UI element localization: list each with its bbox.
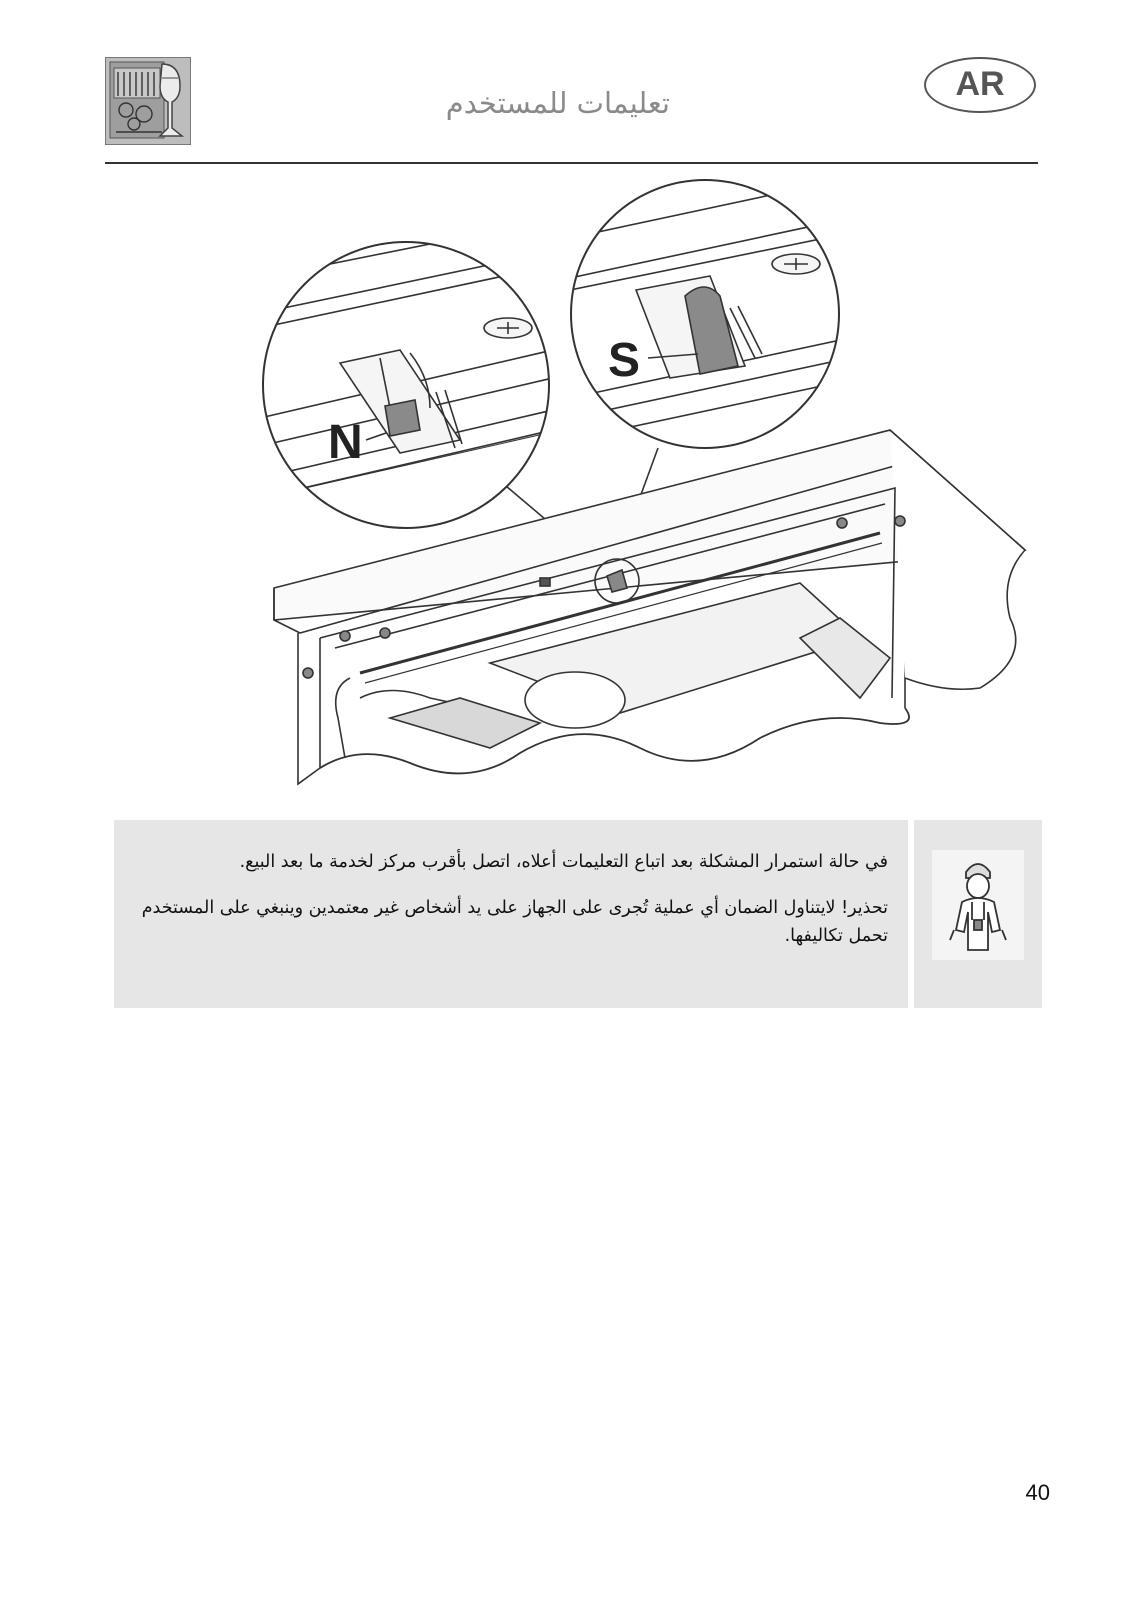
page-number: 40 <box>1025 1480 1050 1505</box>
language-badge: AR <box>924 57 1036 113</box>
callout-n-label: N <box>328 416 363 469</box>
service-note-text <box>128 848 888 968</box>
technical-illustration <box>240 178 1060 808</box>
callout-right <box>570 178 850 448</box>
technician-icon <box>932 850 1024 960</box>
note-paragraph-1: في حالة استمرار المشكلة بعد اتباع التعليمات أعلاه، اتصل بأقرب مركز لخدمة ما بعد البيع. <box>239 852 888 872</box>
dishwasher-logo <box>105 57 191 145</box>
service-note-panel <box>114 820 908 1008</box>
header-divider <box>105 162 1038 164</box>
technician-icon-panel <box>914 820 1042 1008</box>
latch-n <box>385 400 420 436</box>
callout-left <box>260 218 570 528</box>
note-paragraph-2: تحذير! لايتناول الضمان أي عملية تُجرى على الجهاز على يد أشخاص غير معتمدين وينبغي على المستخدم تحمل تكاليفها. <box>141 898 888 946</box>
page-title: تعليمات للمستخدم <box>445 86 670 120</box>
callout-s-label: S <box>608 334 641 387</box>
